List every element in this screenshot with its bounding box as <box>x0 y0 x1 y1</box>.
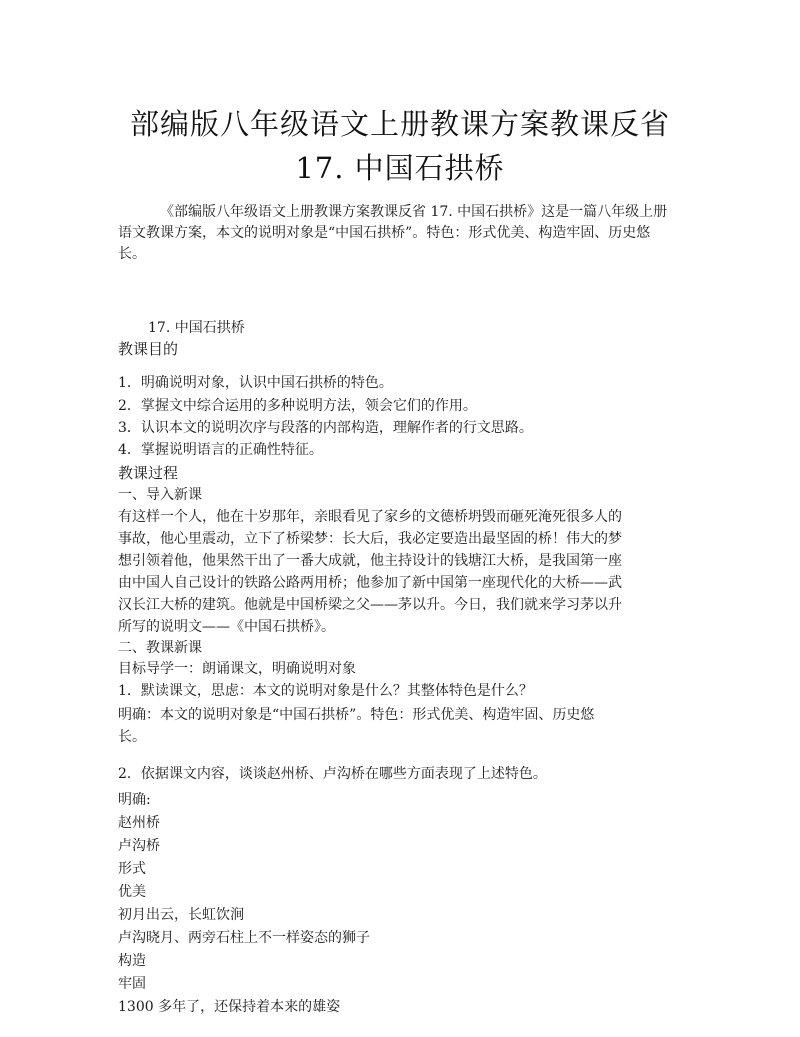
goal-item: 1．明确说明对象，认识中国石拱桥的特色。 <box>118 375 393 391</box>
intro-paragraph: 《部编版八年级语文上册教课方案教课反省 17. 中国石拱桥》这是一篇八年级上册语文教课方案，本文的说明对象是“中国石拱桥”。特色：形式优美、构造牢固、历史悠长。 <box>118 204 668 262</box>
process-heading: 教课过程 <box>118 464 179 482</box>
answer-line: 1300 多年了，还保持着本来的雄姿 <box>118 999 341 1015</box>
section1-line: 想引领着他，他果然干出了一番大成就，他主持设计的钱塘江大桥，是我国第一座 <box>118 553 622 569</box>
document-title-line1: 部编版八年级语文上册教课方案教课反省 <box>129 107 670 141</box>
answer-line: 卢沟晓月、两旁石柱上不一样姿态的狮子 <box>118 930 370 946</box>
answer-1-line2: 长。 <box>118 729 146 745</box>
answer-line: 赵州桥 <box>118 815 160 831</box>
document-title-line2: 17. 中国石拱桥 <box>295 151 505 185</box>
guide1: 目标导学一：朗诵课文，明确说明对象 <box>118 661 356 677</box>
answer-line: 初月出云，长虹饮涧 <box>118 907 244 923</box>
section1-line: 由中国人自己设计的铁路公路两用桥；他参加了新中国第一座现代化的大桥——武 <box>118 575 622 591</box>
section1-line: 所写的说明文——《中国石拱桥》。 <box>118 619 335 635</box>
answer-line: 优美 <box>118 884 146 900</box>
question-2: 2．依据课文内容，谈谈赵州桥、卢沟桥在哪些方面表现了上述特色。 <box>118 766 547 782</box>
section1-heading: 一、导入新课 <box>118 487 202 503</box>
goal-item: 3．认识本文的说明次序与段落的内部构造，理解作者的行文思路。 <box>118 420 533 436</box>
answer-1-line1: 明确：本文的说明对象是“中国石拱桥”。特色：形式优美、构造牢固、历史悠 <box>118 707 595 723</box>
answer-line: 形式 <box>118 861 146 877</box>
goal-item: 4．掌握说明语言的正确性特征。 <box>118 442 323 458</box>
section1-line: 汉长江大桥的建筑。他就是中国桥梁之父——茅以升。今日，我们就来学习茅以升 <box>118 597 622 613</box>
goal-item: 2．掌握文中综合运用的多种说明方法，领会它们的作用。 <box>118 398 477 414</box>
question-1: 1．默读课文，思虑：本文的说明对象是什么？其整体特色是什么？ <box>118 683 533 699</box>
section2-heading: 二、教课新课 <box>118 640 202 656</box>
answer-line: 卢沟桥 <box>118 838 160 854</box>
section1-line: 事故，他心里震动，立下了桥梁梦：长大后，我必定要造出最坚固的桥！伟大的梦 <box>118 531 622 547</box>
answer-line: 牢固 <box>118 976 146 992</box>
answer-line: 明确: <box>118 792 151 808</box>
goals-heading: 教课目的 <box>118 340 179 358</box>
answer-line: 构造 <box>118 953 146 969</box>
section1-line: 有这样一个人，他在十岁那年，亲眼看见了家乡的文德桥坍毁而砸死淹死很多人的 <box>118 509 622 525</box>
lesson-title: 17. 中国石拱桥 <box>148 320 245 336</box>
